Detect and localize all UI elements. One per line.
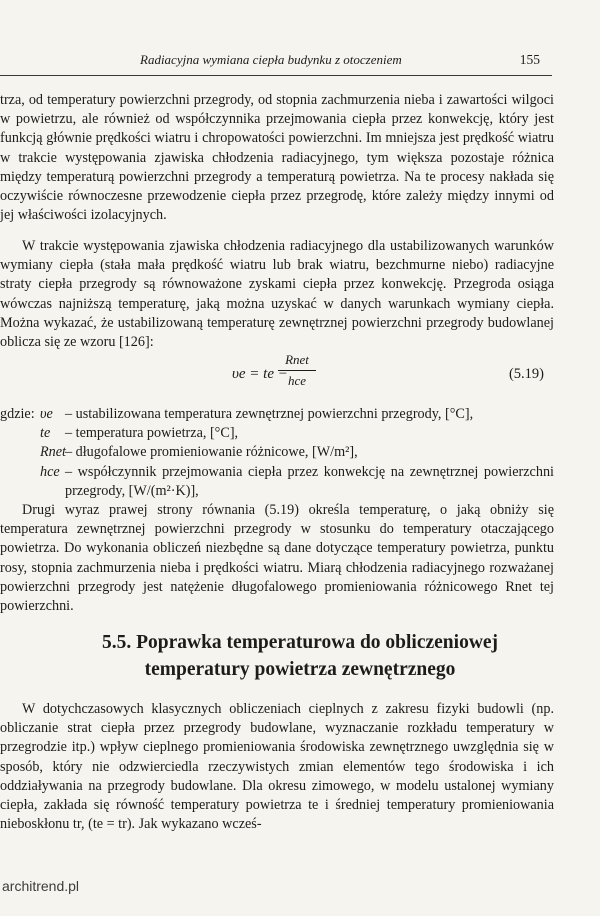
legend-symbol: hce: [40, 463, 60, 480]
legend-row: [0, 463, 554, 501]
section-heading: [0, 629, 600, 683]
legend-description: – temperatura powietrza, [°C],: [65, 425, 239, 442]
paragraph-4: W dotychczasowych klasycznych obliczeniach cieplnych z zakresu fizyki budowli (np. obliczanie strat ciepła przez przegrody budowlane, wyznaczanie rozkładu temperatury w przegrodzie itp.) wpływ cieplnego promieniowania środowiska zewnętrznego uwzględnia się w sposób, który nie odzwierciedla rzeczywistych zmian elementów tego środowiska i ich oddziaływania na przegrody budowlane. Dla okresu zimowego, w modelu ustalonej wymiany ciepła, zakłada się równość temperatury powietrza te i średniej temperatury promieniowania nieboskłonu tr, (te = tr). Jak wykazano wcześ-: [0, 701, 554, 833]
legend-row: [0, 405, 554, 424]
legend-row: [0, 424, 554, 443]
equation-numerator: Rnet: [278, 352, 316, 371]
legend-row: [0, 443, 554, 462]
symbol-legend: [0, 405, 554, 501]
equation-fraction: [278, 352, 316, 389]
legend-symbol: Rnet: [40, 444, 66, 461]
section-heading-line-1: 5.5. Poprawka temperaturowa do obliczeniowej: [101, 632, 499, 653]
header-rule: [0, 75, 552, 76]
equation-denominator: hce: [287, 373, 307, 388]
equation-lhs: υe = te −: [232, 366, 288, 382]
equation-5-19: [0, 350, 548, 400]
paragraph-2: W trakcie występowania zjawiska chłodzenia radiacyjnego dla ustabilizowanych warunków wymiany ciepła (stała mała prędkość wiatru lub brak wiatru, bezchmurne niebo) radiacyjne straty ciepła przegrody są równoważone zyskami ciepła przez konwekcję. Przegroda osiąga wówczas najniższą temperaturę, jaką można uzyskać w danych warunkach wymiany ciepła. Można wykazać, że ustabilizowaną temperaturę zewnętrznej powierzchni przegrody budowlanej oblicza się ze wzoru [126]:: [0, 238, 554, 351]
paragraph-1: trza, od temperatury powierzchni przegrody, od stopnia zachmurzenia nieba i zawartości wilgoci w powietrzu, ale również od współczynnika przejmowania ciepła przez konwekcję, który jest funkcją głównie prędkości wiatru i chropowatości powierzchni. Im mniejsza jest prędkość wiatru w trakcie występowania zjawiska chłodzenia radiacyjnego, tym większa pozostaje różnica między temperaturą powierzchni przegrody a temperaturą powietrza. Na te procesy nakłada się oczywiście równoczesne przewodzenie ciepła przez przegrodę, które zależy między innymi od jej właściwości izolacyjnych.: [0, 92, 554, 224]
watermark: architrend.pl: [2, 878, 80, 894]
legend-description: – długofalowe promieniowanie różnicowe, [W/m²],: [65, 444, 358, 461]
paragraph-3: Drugi wyraz prawej strony równania (5.19) określa temperaturę, o jaką obniży się temperatura zewnętrznej powierzchni przegrody w stosunku do temperatury otaczającego powietrza. Do wykonania obliczeń niezbędne są dane dotyczące temperatury powietrza, punktu rosy, stopnia zachmurzenia nieba i prędkości wiatru. Miarą chłodzenia radiacyjnego rozważanej powierzchni przegrody jest natężenie długofalowego promieniowania różnicowego Rnet tej powierzchni.: [0, 502, 554, 615]
legend-lead: gdzie:: [0, 406, 35, 422]
legend-symbol: υe: [40, 406, 53, 422]
legend-description: – współczynnik przejmowania ciepła przez konwekcję na zewnętrznej powierzchni przegrody, [W/(m²·K)],: [65, 463, 554, 499]
equation-number: (5.19): [508, 366, 544, 382]
legend-symbol: te: [40, 425, 51, 442]
running-head: [0, 52, 600, 72]
legend-description: – ustabilizowana temperatura zewnętrznej powierzchni przegrody, [°C],: [65, 406, 474, 422]
page-number: 155: [519, 52, 540, 67]
running-head-title: Radiacyjna wymiana ciepła budynku z otoczeniem: [140, 52, 402, 67]
section-heading-line-2: temperatury powietrza zewnętrznego: [144, 659, 456, 680]
